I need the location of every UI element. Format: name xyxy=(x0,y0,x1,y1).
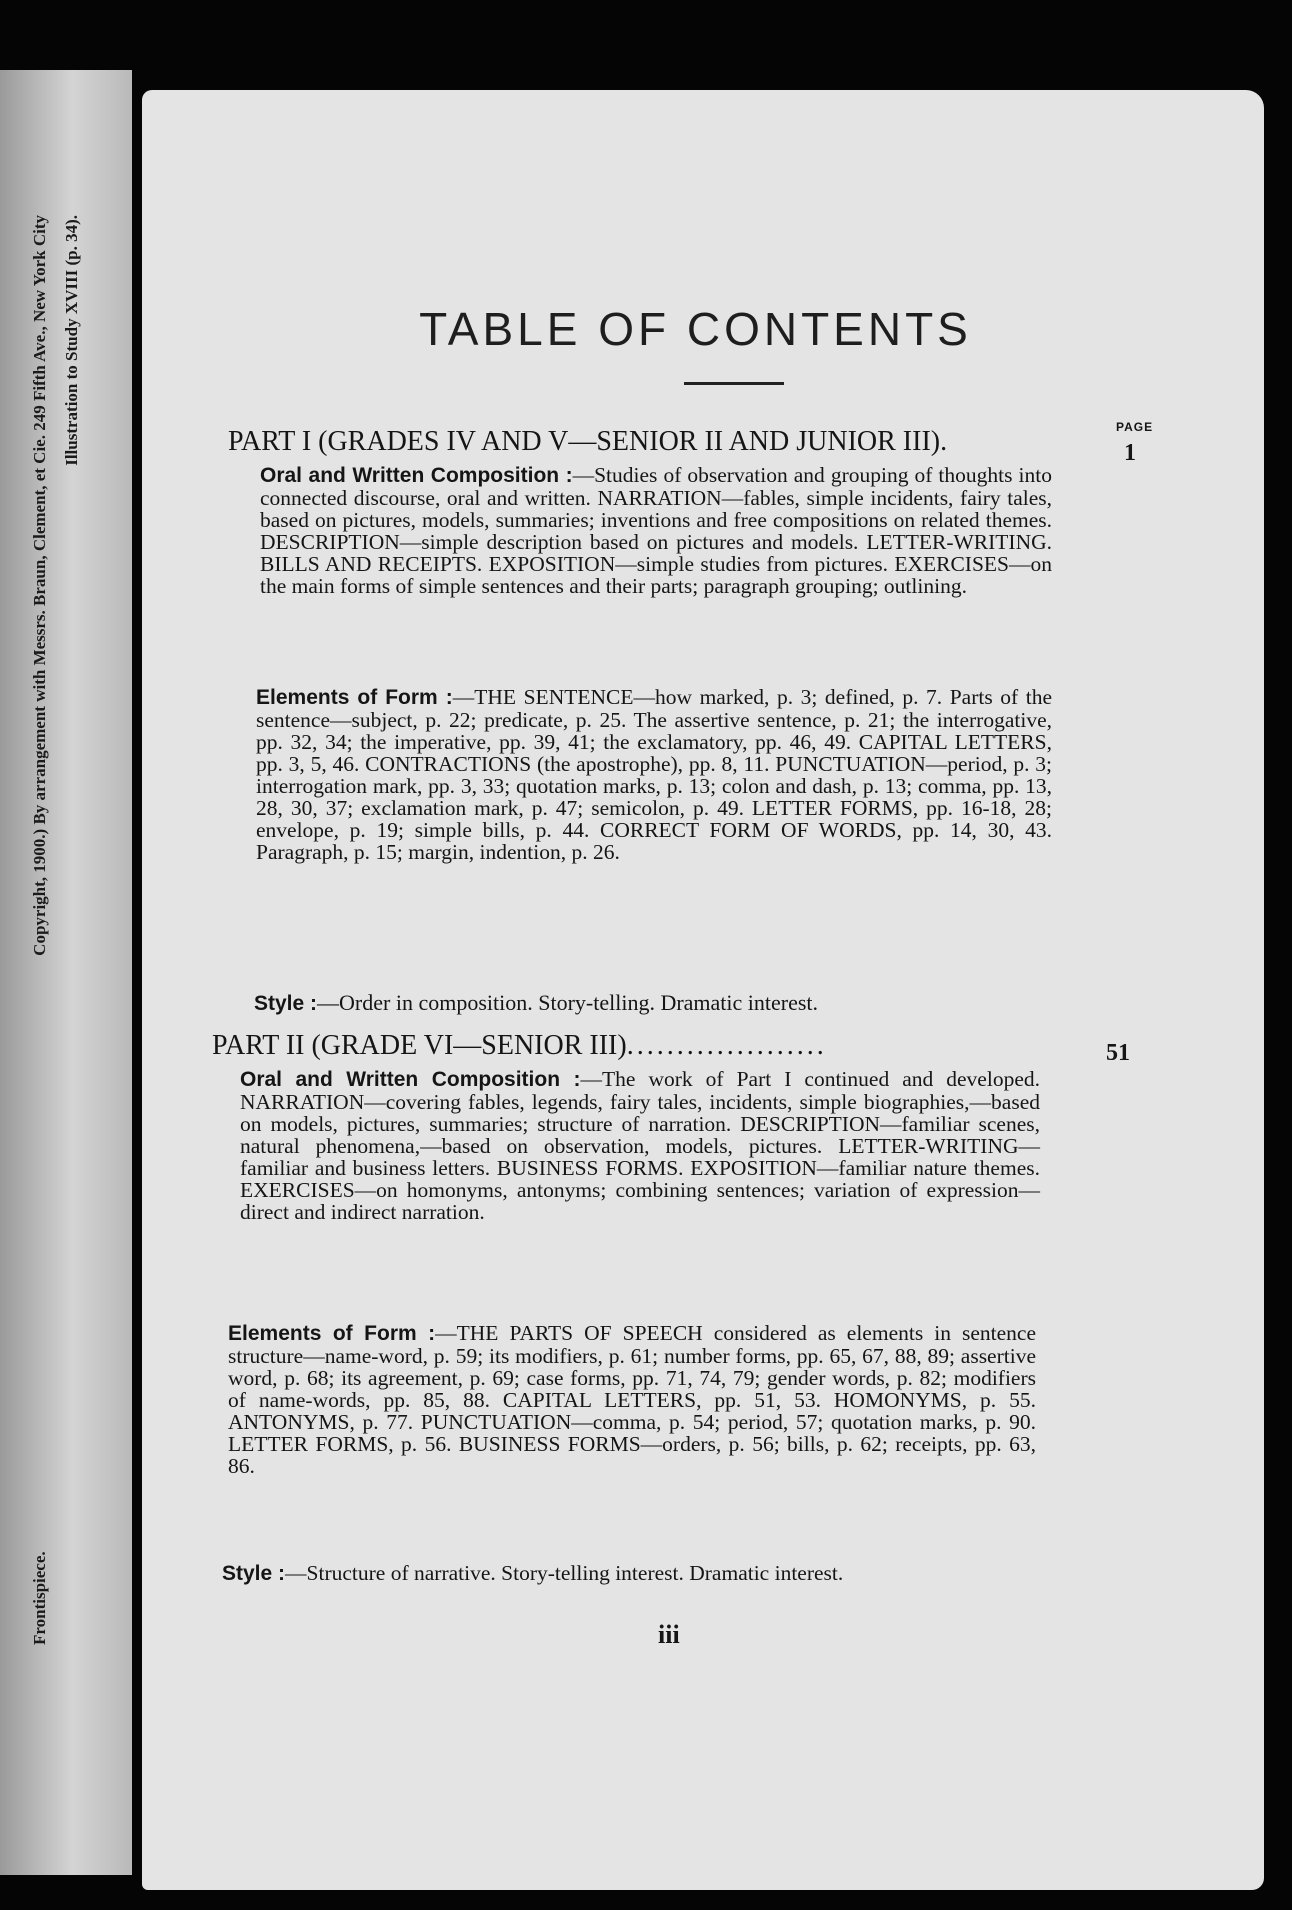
side-caption-inner xyxy=(62,215,90,1645)
page-column-label: PAGE xyxy=(1116,420,1154,434)
part2-oral-written xyxy=(240,1068,1040,1223)
part1-elements-lead: Elements of Form : xyxy=(256,686,453,709)
illustration-line: Illustration to Study XVIII (p. 34). xyxy=(62,215,81,466)
part1-style-lead: Style : xyxy=(254,992,318,1015)
part2-elements-lead: Elements of Form : xyxy=(228,1322,436,1345)
part2-oral-lead: Oral and Written Composition : xyxy=(240,1068,581,1091)
title-rule xyxy=(684,382,784,385)
part1-elements-of-form xyxy=(256,686,1052,863)
part1-page-number: 1 xyxy=(1124,440,1136,466)
part1-oral-written xyxy=(260,464,1052,597)
side-caption-outer xyxy=(30,215,58,1645)
part2-heading-text: PART II (GRADE VI—SENIOR III) xyxy=(212,1030,627,1061)
part2-elements-text: —THE PARTS OF SPEECH considered as elements in sentence structure—name-word, p. 59; its modifiers, p. 61; number forms, pp. 65, 67, 88, 89; assertive word, p. 68; its agreement, p. 69; case forms, pp. 71, 74, 79; gender words, p. 82; modifiers of name-words, pp. 85, 88. CAPITAL LETTERS, pp. 51, 53. HOMONYMS, p. 55. ANTONYMS, p. 77. PUNCTUATION—comma, p. 54; period, 57; quotation marks, p. 90. LETTER FORMS, p. 56. BUSINESS FORMS—orders, p. 56; bills, p. 62; receipts, pp. 63, 86. xyxy=(228,1321,1036,1478)
part2-leader-dots: .................... xyxy=(626,1030,827,1061)
part2-page-number: 51 xyxy=(1106,1040,1130,1066)
part2-elements-of-form xyxy=(228,1322,1036,1477)
frontispiece-label: Frontispiece. xyxy=(30,1551,49,1645)
part1-heading: PART I (GRADES IV AND V—SENIOR II AND JUNIOR III). xyxy=(228,426,948,457)
page-title: TABLE OF CONTENTS xyxy=(419,303,972,355)
part1-elements-text: —THE SENTENCE—how marked, p. 3; defined, p. 7. Parts of the sentence—subject, p. 22; predicate, p. 25. The assertive sentence, p. 21; the interrogative, pp. 32, 34; the imperative, pp. 39, 41; the exclamatory, pp. 46, 49. CAPITAL LETTERS, pp. 3, 5, 46. CONTRACTIONS (the apostrophe), pp. 8, 11. PUNCTUATION—period, p. 3; interrogation mark, pp. 3, 33; quotation marks, p. 13; colon and dash, p. 13; comma, pp. 13, 28, 30, 37; exclamation mark, p. 47; semicolon, p. 49. LETTER FORMS, pp. 16-18, 28; envelope, p. 19; simple bills, p. 44. CORRECT FORM OF WORDS, pp. 14, 30, 43. Paragraph, p. 15; margin, indention, p. 26. xyxy=(256,685,1052,864)
part2-heading xyxy=(212,1030,827,1062)
part2-style-lead: Style : xyxy=(222,1562,286,1585)
copyright-line: Copyright, 1900.) By arrangement with Messrs. Braun, Clement, et Cie. 249 Fifth Ave., New York City xyxy=(30,215,49,956)
part2-style-text: —Structure of narrative. Story-telling interest. Dramatic interest. xyxy=(285,1561,844,1585)
part1-style-text: —Order in composition. Story-telling. Dramatic interest. xyxy=(317,990,819,1015)
book-page xyxy=(142,90,1264,1890)
part1-style xyxy=(254,990,818,1016)
page-folio: iii xyxy=(658,1620,680,1649)
part1-oral-lead: Oral and Written Composition : xyxy=(260,464,573,487)
part2-oral-text: —The work of Part I continued and developed. NARRATION—covering fables, legends, fairy tales, incidents, simple biographies,—based on models, pictures, summaries; structure of narration. DESCRIPTION—familiar scenes, natural phenomena,—based on observation, models, pictures. LETTER-WRITING—familiar and business letters. BUSINESS FORMS. EXPOSITION—familiar nature themes. EXERCISES—on homonyms, antonyms; combining sentences; variation of expression—direct and indirect narration. xyxy=(240,1067,1040,1224)
part1-oral-text: —Studies of observation and grouping of thoughts into connected discourse, oral and written. NARRATION—fables, simple incidents, fairy tales, based on pictures, models, summaries; inventions and free compositions on related themes. DESCRIPTION—simple description based on pictures and models. LETTER-WRITING. BILLS AND RECEIPTS. EXPOSITION—simple studies from pictures. EXERCISES—on the main forms of simple sentences and their parts; paragraph grouping; outlining. xyxy=(260,463,1052,598)
part2-style xyxy=(222,1562,1034,1585)
